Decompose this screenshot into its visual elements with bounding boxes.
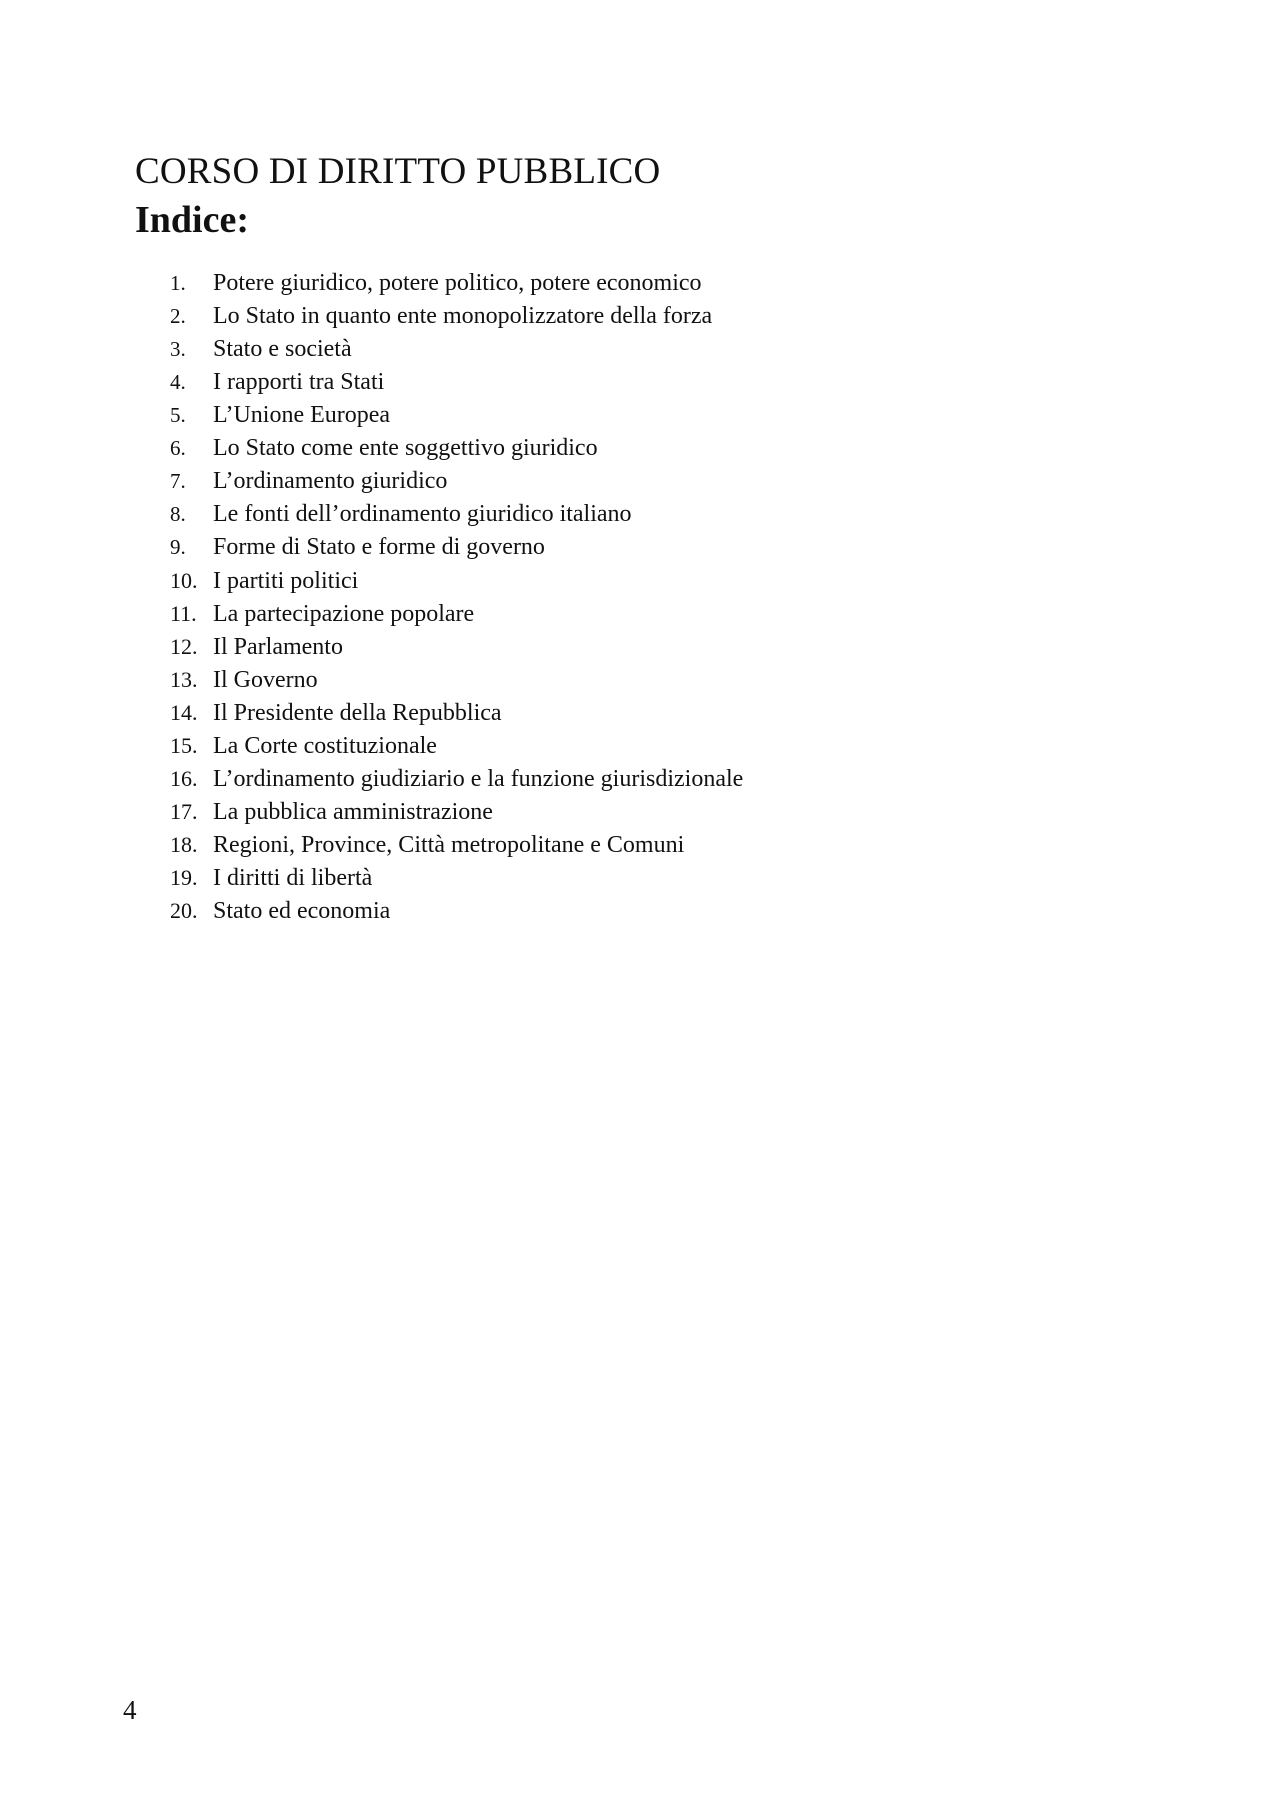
- course-title: CORSO DI DIRITTO PUBBLICO: [135, 151, 661, 192]
- toc-item: [170, 894, 743, 927]
- toc-item-label: Stato e società: [213, 336, 352, 362]
- toc-item: [170, 630, 743, 663]
- toc-item: [170, 498, 743, 531]
- toc-item-number: 15.: [170, 733, 198, 758]
- toc-item-number: 14.: [170, 700, 198, 725]
- toc-item-label: Lo Stato in quanto ente monopolizzatore della forza: [213, 303, 713, 329]
- toc-item-number: 9.: [170, 535, 186, 559]
- toc-item-number: 16.: [170, 766, 198, 791]
- toc-item: [170, 432, 743, 465]
- toc-item-label: Regioni, Province, Città metropolitane e Comuni: [213, 832, 685, 858]
- toc-item: [170, 333, 743, 366]
- toc-item: [170, 465, 743, 498]
- toc-item-label: I rapporti tra Stati: [213, 369, 385, 395]
- toc-item: [170, 366, 743, 399]
- toc-item-number: 20.: [170, 898, 198, 923]
- toc-item: [170, 267, 743, 300]
- toc-item-label: Il Presidente della Repubblica: [213, 700, 502, 726]
- toc-item-number: 18.: [170, 832, 198, 857]
- toc-item: [170, 795, 743, 828]
- toc-item-label: I partiti politici: [213, 568, 359, 594]
- toc-item-number: 4.: [170, 370, 186, 394]
- toc-item-label: Lo Stato come ente soggettivo giuridico: [213, 435, 598, 461]
- toc-item-number: 2.: [170, 304, 186, 328]
- toc-item-label: La partecipazione popolare: [213, 601, 475, 627]
- toc-item-label: La pubblica amministrazione: [213, 799, 493, 825]
- toc-item: [170, 861, 743, 894]
- toc-item-label: Potere giuridico, potere politico, potere economico: [213, 270, 702, 296]
- toc-item-number: 5.: [170, 403, 186, 427]
- toc-item-label: Il Governo: [213, 667, 318, 693]
- toc-item-number: 12.: [170, 634, 198, 659]
- toc-item-label: I diritti di libertà: [213, 865, 373, 891]
- toc-item-label: L’Unione Europea: [213, 402, 391, 428]
- toc-item-number: 13.: [170, 667, 198, 692]
- index-heading: Indice:: [135, 199, 249, 241]
- toc-item: [170, 663, 743, 696]
- toc-item-label: Stato ed economia: [213, 898, 391, 924]
- toc-item-number: 11.: [170, 601, 197, 626]
- toc-item-number: 1.: [170, 271, 186, 295]
- toc-item: [170, 564, 743, 597]
- toc-item-number: 3.: [170, 337, 186, 361]
- page-number: 4: [123, 1695, 137, 1725]
- toc-item-number: 19.: [170, 865, 198, 890]
- toc-item-number: 7.: [170, 469, 186, 493]
- toc-item: [170, 300, 743, 333]
- toc-item: [170, 531, 743, 564]
- toc-item-number: 6.: [170, 436, 186, 460]
- table-of-contents: [170, 267, 743, 927]
- toc-item: [170, 828, 743, 861]
- toc-item: [170, 597, 743, 630]
- toc-item-label: La Corte costituzionale: [213, 733, 437, 759]
- toc-item-label: L’ordinamento giuridico: [213, 468, 448, 494]
- toc-item: [170, 729, 743, 762]
- toc-item-number: 8.: [170, 502, 186, 526]
- toc-item-number: 17.: [170, 799, 198, 824]
- toc-item-label: Le fonti dell’ordinamento giuridico italiano: [213, 501, 632, 527]
- toc-item: [170, 399, 743, 432]
- toc-item-label: L’ordinamento giudiziario e la funzione giurisdizionale: [213, 766, 744, 792]
- toc-item-label: Il Parlamento: [213, 634, 343, 660]
- toc-item: [170, 696, 743, 729]
- toc-item-label: Forme di Stato e forme di governo: [213, 534, 545, 560]
- toc-item-number: 10.: [170, 568, 198, 593]
- toc-item: [170, 762, 743, 795]
